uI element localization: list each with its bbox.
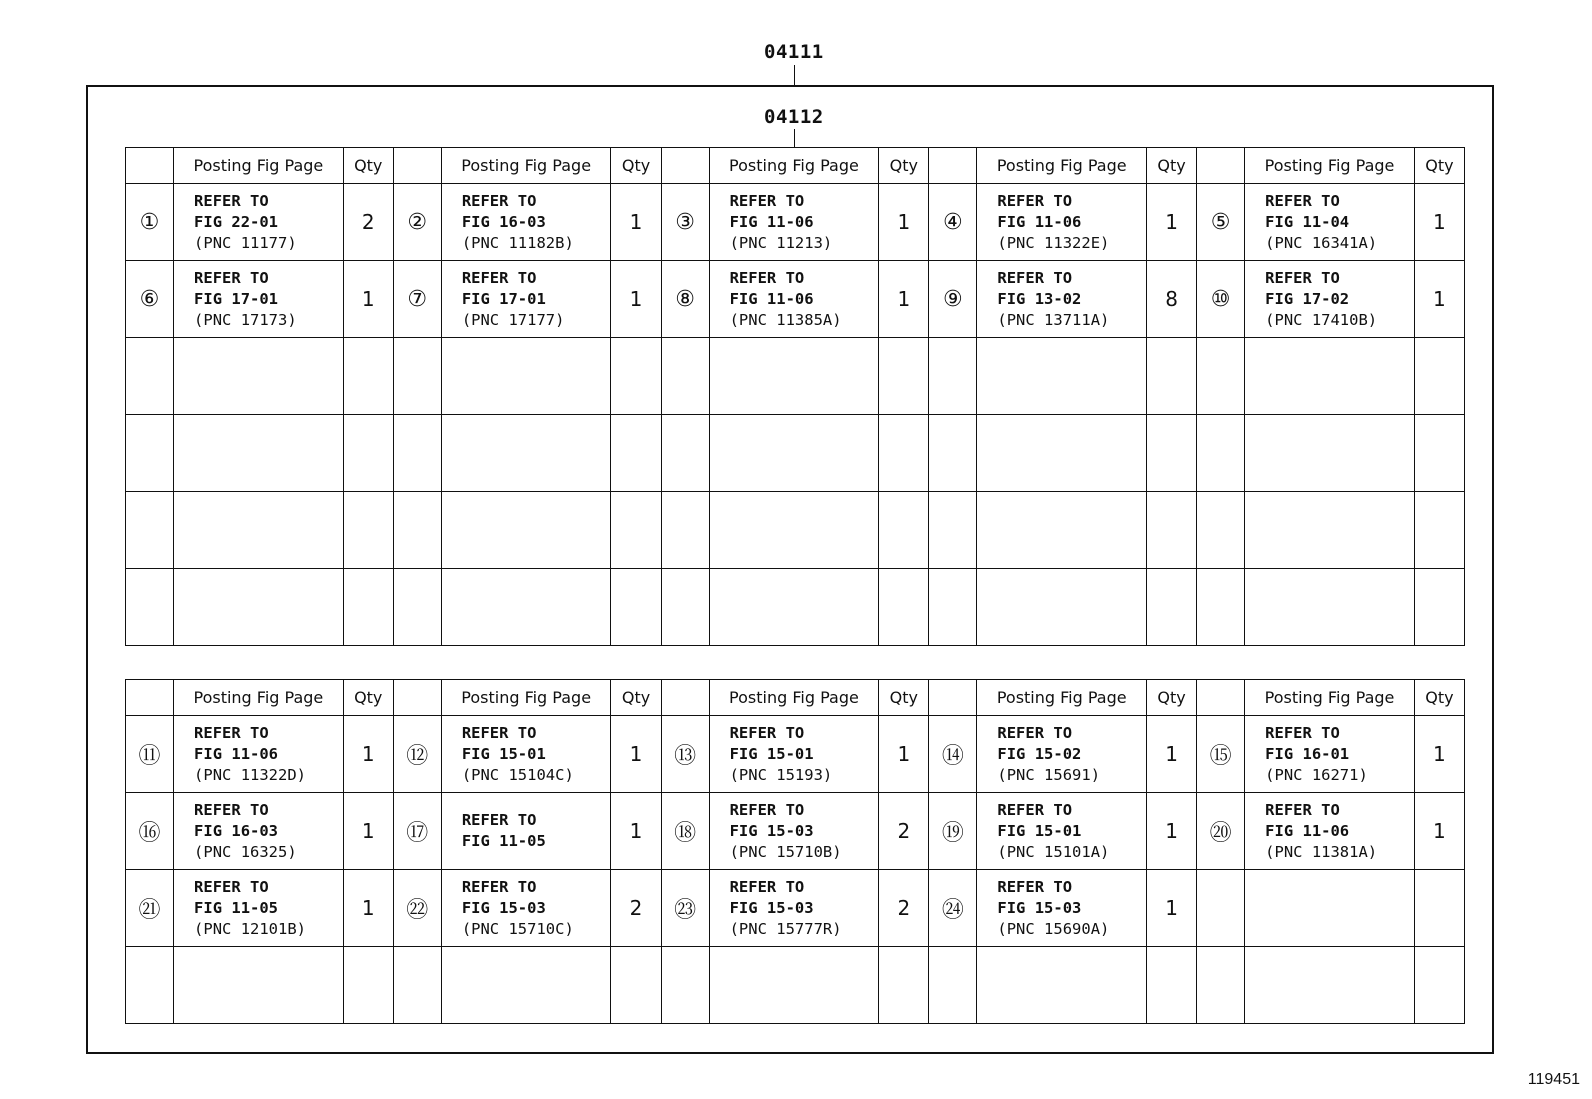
reference-cell [441,338,611,415]
header-qty: Qty [343,148,393,184]
reference-cell [977,870,1147,947]
item-number [929,947,977,1024]
item-number [393,415,441,492]
header-posting-fig-page: Posting Fig Page [977,148,1147,184]
quantity [611,338,661,415]
pnc-reference: (PNC 11322E) [997,233,1110,252]
fig-reference: FIG 16-03 [194,821,279,840]
reference-cell [174,261,344,338]
parts-table-lower [125,679,1465,1024]
reference-cell [709,870,879,947]
reference-cell [174,947,344,1024]
item-number [126,338,174,415]
quantity: 1 [879,261,929,338]
item-number [1197,492,1245,569]
quantity: 1 [343,261,393,338]
quantity [611,492,661,569]
refer-to-label: REFER TO [729,800,805,819]
reference-cell [1245,793,1415,870]
header-index-cell [661,680,709,716]
item-number: ㉑ [126,870,174,947]
fig-reference: FIG 16-03 [461,212,546,231]
item-number [661,338,709,415]
refer-to-label: REFER TO [1265,268,1340,287]
refer-to-label: REFER TO [194,268,269,287]
reference-cell [441,870,611,947]
item-number [1197,569,1245,646]
item-number: ⑱ [661,793,709,870]
reference-cell [441,261,611,338]
pnc-reference: (PNC 11381A) [1265,842,1378,861]
reference-cell [441,793,611,870]
refer-to-label: REFER TO [997,877,1073,896]
pnc-reference: (PNC 17410B) [1265,310,1378,329]
header-index-cell [1197,680,1245,716]
refer-to-label: REFER TO [194,877,269,896]
reference-cell [174,415,344,492]
refer-to-label: REFER TO [461,877,537,896]
reference-cell [441,415,611,492]
reference-cell [174,569,344,646]
quantity: 1 [1414,716,1464,793]
item-number: ⑧ [661,261,709,338]
header-index-cell [661,148,709,184]
fig-reference: FIG 22-01 [194,212,279,231]
item-number [126,492,174,569]
quantity [1147,415,1197,492]
item-number: ① [126,184,174,261]
quantity: 1 [1414,261,1464,338]
refer-to-label: REFER TO [461,191,537,210]
refer-to-label: REFER TO [461,723,537,742]
fig-reference: FIG 11-06 [194,744,279,763]
item-number [126,947,174,1024]
reference-cell [977,947,1147,1024]
quantity [1414,338,1464,415]
header-posting-fig-page: Posting Fig Page [977,680,1147,716]
fig-reference: FIG 17-01 [194,289,279,308]
reference-cell [977,793,1147,870]
quantity: 1 [1414,184,1464,261]
pnc-reference: (PNC 11177) [194,233,297,252]
refer-to-label: REFER TO [1265,723,1340,742]
refer-to-label: REFER TO [461,811,537,829]
pnc-reference: (PNC 17177) [461,310,565,329]
item-number: ⑪ [126,716,174,793]
pnc-reference: (PNC 15690A) [997,919,1110,938]
reference-cell [441,569,611,646]
pnc-reference: (PNC 15101A) [997,842,1110,861]
header-posting-fig-page: Posting Fig Page [709,680,879,716]
header-posting-fig-page: Posting Fig Page [1245,680,1415,716]
quantity [879,947,929,1024]
fig-reference: FIG 17-02 [1265,289,1350,308]
quantity [879,569,929,646]
reference-cell [977,261,1147,338]
quantity [343,415,393,492]
item-number [661,569,709,646]
reference-cell [441,184,611,261]
header-index-cell [393,148,441,184]
quantity [343,947,393,1024]
pnc-reference: (PNC 12101B) [194,919,307,938]
quantity [879,492,929,569]
table-row [126,261,1465,338]
quantity: 1 [1147,793,1197,870]
pnc-reference: (PNC 11182B) [461,233,574,252]
quantity: 1 [611,184,661,261]
item-number: ⑫ [393,716,441,793]
quantity [1414,492,1464,569]
header-index-cell [126,148,174,184]
quantity [611,415,661,492]
reference-cell [441,492,611,569]
reference-cell [977,716,1147,793]
table-row [126,793,1465,870]
item-number [929,338,977,415]
table-row [126,870,1465,947]
quantity: 1 [1147,870,1197,947]
quantity [879,415,929,492]
reference-cell [709,947,879,1024]
item-number: ⑩ [1197,261,1245,338]
item-number: ⑦ [393,261,441,338]
header-qty: Qty [611,148,661,184]
item-number: ⑮ [1197,716,1245,793]
reference-cell [709,793,879,870]
refer-to-label: REFER TO [461,268,537,287]
header-qty: Qty [1414,148,1464,184]
fig-reference: FIG 16-01 [1265,744,1350,763]
reference-cell [174,338,344,415]
callout-inner: 04112 [764,106,824,128]
fig-reference: FIG 17-01 [461,289,546,308]
header-index-cell [929,148,977,184]
item-number: ⑳ [1197,793,1245,870]
quantity: 2 [879,870,929,947]
fig-reference: FIG 15-03 [997,898,1082,917]
pnc-reference: (PNC 11213) [729,233,833,252]
reference-cell [709,492,879,569]
fig-reference: FIG 11-06 [729,289,814,308]
fig-reference: FIG 11-04 [1265,212,1350,231]
reference-cell [709,569,879,646]
fig-reference: FIG 11-06 [729,212,814,231]
reference-cell [174,870,344,947]
item-number: ㉓ [661,870,709,947]
pnc-reference: (PNC 11322D) [194,765,307,784]
reference-cell [1245,338,1415,415]
quantity [1147,947,1197,1024]
fig-reference: FIG 15-03 [729,821,814,840]
item-number: ④ [929,184,977,261]
refer-to-label: REFER TO [997,191,1073,210]
reference-cell [709,261,879,338]
reference-cell [709,716,879,793]
pnc-reference: (PNC 15710B) [729,842,842,861]
refer-to-label: REFER TO [729,268,805,287]
quantity [1147,569,1197,646]
item-number [393,338,441,415]
refer-to-label: REFER TO [194,800,269,819]
reference-cell [977,415,1147,492]
quantity: 1 [879,184,929,261]
header-qty: Qty [879,148,929,184]
refer-to-label: REFER TO [997,268,1073,287]
callout-inner-leader [794,129,795,147]
header-qty: Qty [1147,680,1197,716]
item-number: ㉔ [929,870,977,947]
header-posting-fig-page: Posting Fig Page [174,148,344,184]
quantity: 1 [611,261,661,338]
reference-cell [709,338,879,415]
reference-cell [1245,184,1415,261]
quantity [343,569,393,646]
pnc-reference: (PNC 15691) [997,765,1101,784]
header-index-cell [393,680,441,716]
quantity [1414,569,1464,646]
header-qty: Qty [611,680,661,716]
callout-outer-leader [794,65,795,85]
pnc-reference: (PNC 15710C) [461,919,574,938]
pnc-reference: (PNC 15104C) [461,765,574,784]
table-row [126,492,1465,569]
reference-cell [1245,947,1415,1024]
pnc-reference: (PNC 17173) [194,310,297,329]
quantity: 1 [879,716,929,793]
pnc-reference: (PNC 16271) [1265,765,1368,784]
item-number [661,947,709,1024]
quantity [611,947,661,1024]
pnc-reference: (PNC 13711A) [997,310,1110,329]
refer-to-label: REFER TO [1265,800,1340,819]
refer-to-label: REFER TO [194,723,269,742]
quantity [1147,338,1197,415]
header-row [126,148,1465,184]
header-posting-fig-page: Posting Fig Page [441,680,611,716]
item-number: ② [393,184,441,261]
fig-reference: FIG 11-06 [1265,821,1350,840]
quantity [611,569,661,646]
item-number [929,492,977,569]
quantity: 2 [879,793,929,870]
header-posting-fig-page: Posting Fig Page [441,148,611,184]
fig-reference: FIG 15-03 [461,898,546,917]
header-qty: Qty [343,680,393,716]
header-posting-fig-page: Posting Fig Page [174,680,344,716]
refer-to-label: REFER TO [997,723,1073,742]
item-number: ⑨ [929,261,977,338]
quantity: 1 [1147,716,1197,793]
header-qty: Qty [879,680,929,716]
refer-to-label: REFER TO [729,723,805,742]
reference-cell [1245,492,1415,569]
quantity: 8 [1147,261,1197,338]
reference-cell [174,184,344,261]
fig-reference: FIG 15-02 [997,744,1082,763]
callout-outer: 04111 [764,41,824,63]
quantity: 1 [611,793,661,870]
quantity: 1 [343,870,393,947]
refer-to-label: REFER TO [194,191,269,210]
item-number [929,569,977,646]
item-number [1197,415,1245,492]
header-posting-fig-page: Posting Fig Page [709,148,879,184]
reference-cell [977,184,1147,261]
header-posting-fig-page: Posting Fig Page [1245,148,1415,184]
reference-cell [1245,870,1415,947]
refer-to-label: REFER TO [729,191,805,210]
header-index-cell [1197,148,1245,184]
item-number: ⑭ [929,716,977,793]
reference-cell [709,184,879,261]
pnc-reference: (PNC 11385A) [729,310,842,329]
reference-cell [1245,569,1415,646]
item-number [393,569,441,646]
reference-cell [977,338,1147,415]
item-number: ⑲ [929,793,977,870]
fig-reference: FIG 15-01 [729,744,814,763]
item-number [126,569,174,646]
quantity: 1 [1414,793,1464,870]
item-number [1197,947,1245,1024]
item-number [1197,338,1245,415]
item-number [929,415,977,492]
quantity: 1 [343,716,393,793]
quantity [879,338,929,415]
fig-reference: FIG 15-01 [997,821,1082,840]
reference-cell [174,716,344,793]
item-number: ⑯ [126,793,174,870]
fig-reference: FIG 15-01 [461,744,546,763]
quantity [1414,870,1464,947]
fig-reference: FIG 11-05 [461,832,546,850]
figure-number: 119451 [1527,1071,1580,1088]
item-number [1197,870,1245,947]
fig-reference: FIG 13-02 [997,289,1082,308]
header-index-cell [929,680,977,716]
item-number [393,947,441,1024]
quantity: 2 [343,184,393,261]
reference-cell [174,492,344,569]
quantity [1414,415,1464,492]
item-number [661,415,709,492]
refer-to-label: REFER TO [729,877,805,896]
table-row [126,947,1465,1024]
item-number: ③ [661,184,709,261]
fig-reference: FIG 11-06 [997,212,1082,231]
quantity: 1 [343,793,393,870]
quantity [343,338,393,415]
reference-cell [977,492,1147,569]
reference-cell [1245,415,1415,492]
pnc-reference: (PNC 15193) [729,765,833,784]
pnc-reference: (PNC 15777R) [729,919,842,938]
pnc-reference: (PNC 16341A) [1265,233,1378,252]
quantity [343,492,393,569]
table-row [126,415,1465,492]
table-row [126,569,1465,646]
item-number: ⑥ [126,261,174,338]
header-row [126,680,1465,716]
item-number [393,492,441,569]
item-number: ⑰ [393,793,441,870]
reference-cell [1245,261,1415,338]
refer-to-label: REFER TO [997,800,1073,819]
quantity [1414,947,1464,1024]
item-number [126,415,174,492]
item-number: ⑤ [1197,184,1245,261]
fig-reference: FIG 15-03 [729,898,814,917]
item-number: ㉒ [393,870,441,947]
reference-cell [1245,716,1415,793]
fig-reference: FIG 11-05 [194,898,279,917]
reference-cell [441,716,611,793]
item-number: ⑬ [661,716,709,793]
table-row [126,716,1465,793]
quantity [1147,492,1197,569]
table-row [126,338,1465,415]
quantity: 2 [611,870,661,947]
refer-to-label: REFER TO [1265,191,1340,210]
reference-cell [709,415,879,492]
table-row [126,184,1465,261]
reference-cell [174,793,344,870]
header-qty: Qty [1414,680,1464,716]
parts-table-upper [125,147,1465,646]
quantity: 1 [611,716,661,793]
reference-cell [441,947,611,1024]
header-index-cell [126,680,174,716]
item-number [661,492,709,569]
pnc-reference: (PNC 16325) [194,842,297,861]
reference-cell [977,569,1147,646]
header-qty: Qty [1147,148,1197,184]
quantity: 1 [1147,184,1197,261]
